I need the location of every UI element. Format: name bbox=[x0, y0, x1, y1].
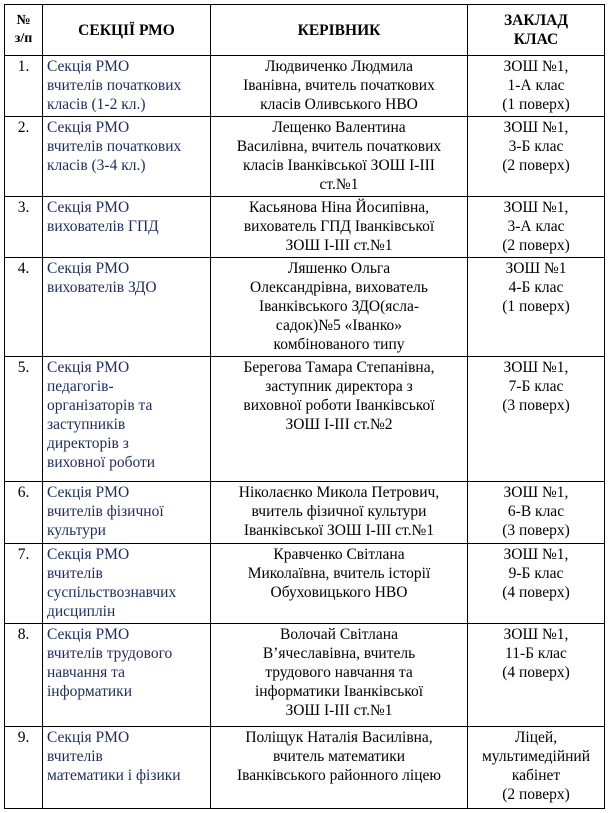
section-name: Секція РМО вчителів математики і фізики bbox=[43, 727, 211, 809]
section-place: ЗОШ №1, 9-Б клас (4 поверх) bbox=[468, 544, 605, 624]
table-row bbox=[5, 727, 605, 809]
section-name: Секція РМО вчителів фізичної культури bbox=[43, 482, 211, 544]
header-section: СЕКЦІЇ РМО bbox=[43, 5, 211, 56]
row-number: 9. bbox=[5, 727, 43, 809]
row-number: 5. bbox=[5, 357, 43, 482]
table-header-row bbox=[5, 5, 605, 56]
row-number: 3. bbox=[5, 197, 43, 258]
row-number: 8. bbox=[5, 624, 43, 727]
header-place: ЗАКЛАД КЛАС bbox=[468, 5, 605, 56]
table-row bbox=[5, 117, 605, 197]
section-name: Секція РМО педагогів- організаторів та заступників директорів з виховної роботи bbox=[43, 357, 211, 482]
section-leader: Волочай Світлана В’ячеславівна, вчитель трудового навчання та інформатики Іванківської ЗОШ І-ІІІ ст.№1 bbox=[211, 624, 468, 727]
table-row bbox=[5, 197, 605, 258]
section-leader: Ляшенко Ольга Олександрівна, вихователь Іванківського ЗДО(ясла- садок)№5 «Іванко» комбінованого типу bbox=[211, 258, 468, 357]
table-row bbox=[5, 624, 605, 727]
section-leader: Лещенко Валентина Василівна, вчитель початкових класів Іванківської ЗОШ І-ІІІ ст.№1 bbox=[211, 117, 468, 197]
section-name: Секція РМО вчителів трудового навчання та інформатики bbox=[43, 624, 211, 727]
section-leader: Поліщук Наталія Василівна, вчитель математики Іванківського районного ліцею bbox=[211, 727, 468, 809]
section-leader: Людвиченко Людмила Іванівна, вчитель початкових класів Оливського НВО bbox=[211, 56, 468, 117]
section-leader: Ніколаєнко Микола Петрович, вчитель фізичної культури Іванківської ЗОШ І-ІІІ ст.№1 bbox=[211, 482, 468, 544]
section-leader: Берегова Тамара Степанівна, заступник директора з виховної роботи Іванківської ЗОШ І-ІІІ ст.№2 bbox=[211, 357, 468, 482]
table-row bbox=[5, 258, 605, 357]
section-name: Секція РМО вчителів суспільствознавчих дисциплін bbox=[43, 544, 211, 624]
section-name: Секція РМО вихователів ГПД bbox=[43, 197, 211, 258]
row-number: 6. bbox=[5, 482, 43, 544]
section-name: Секція РМО вчителів початкових класів (1-2 кл.) bbox=[43, 56, 211, 117]
section-place: ЗОШ №1, 1-А клас (1 поверх) bbox=[468, 56, 605, 117]
section-place: ЗОШ №1, 7-Б клас (3 поверх) bbox=[468, 357, 605, 482]
rmo-sections-table bbox=[4, 4, 605, 809]
row-number: 1. bbox=[5, 56, 43, 117]
section-place: ЗОШ №1, 11-Б клас (4 поверх) bbox=[468, 624, 605, 727]
section-leader: Кравченко Світлана Миколаївна, вчитель історії Обуховицького НВО bbox=[211, 544, 468, 624]
table-row bbox=[5, 357, 605, 482]
table-row bbox=[5, 56, 605, 117]
section-place: ЗОШ №1, 3-А клас (2 поверх) bbox=[468, 197, 605, 258]
section-place: ЗОШ №1 4-Б клас (1 поверх) bbox=[468, 258, 605, 357]
section-leader: Касьянова Ніна Йосипівна, вихователь ГПД Іванківської ЗОШ І-ІІІ ст.№1 bbox=[211, 197, 468, 258]
row-number: 7. bbox=[5, 544, 43, 624]
section-name: Секція РМО вчителів початкових класів (3-4 кл.) bbox=[43, 117, 211, 197]
table-row bbox=[5, 544, 605, 624]
section-place: ЗОШ №1, 3-Б клас (2 поверх) bbox=[468, 117, 605, 197]
section-name: Секція РМО вихователів ЗДО bbox=[43, 258, 211, 357]
header-leader: КЕРІВНИК bbox=[211, 5, 468, 56]
table-row bbox=[5, 482, 605, 544]
section-place: ЗОШ №1, 6-В клас (3 поверх) bbox=[468, 482, 605, 544]
row-number: 4. bbox=[5, 258, 43, 357]
row-number: 2. bbox=[5, 117, 43, 197]
section-place: Ліцей, мультимедійний кабінет (2 поверх) bbox=[468, 727, 605, 809]
header-number: № з/п bbox=[5, 5, 43, 56]
